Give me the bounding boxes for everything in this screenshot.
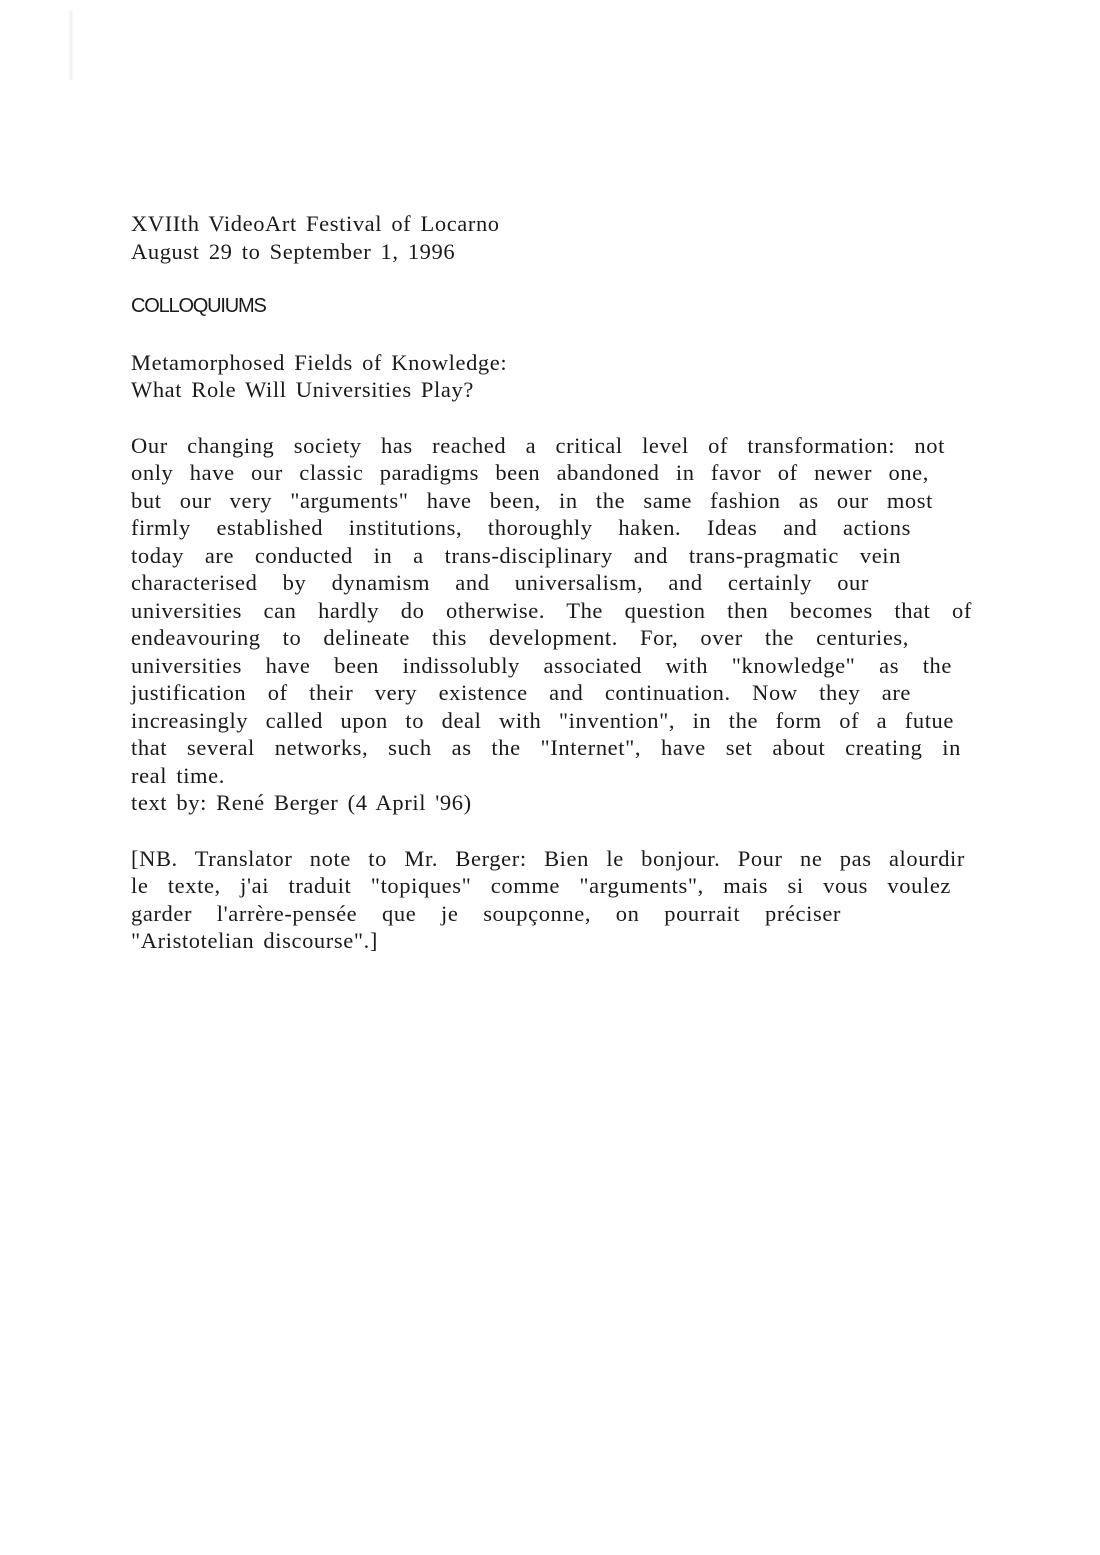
colloquium-title-line-1: Metamorphosed Fields of Knowledge: [131, 349, 508, 375]
body-line: endeavouring to delineate this development. For, over the centuries, [131, 625, 909, 650]
translator-note [131, 845, 981, 955]
spacer [131, 817, 981, 845]
body-line: increasingly called upon to deal with "invention", in the form of a futue [131, 707, 954, 733]
spacer [131, 404, 981, 432]
festival-dates: August 29 to September 1, 1996 [131, 238, 456, 264]
body-line: only have our classic paradigms been abandoned in favor of newer one, [131, 460, 929, 485]
note-line: [NB. Translator note to Mr. Berger: Bien le bonjour. Pour ne pas alourdir [131, 845, 965, 871]
body-line: firmly established institutions, thoroughly haken. Ideas and actions [131, 515, 911, 540]
spacer [131, 321, 981, 349]
note-line: garder l'arrère-pensée que je soupçonne, on pourrait préciser [131, 900, 841, 926]
body-line: that several networks, such as the "Internet", have set about creating in [131, 735, 961, 760]
body-line: real time. [131, 762, 225, 788]
body-line: justification of their very existence and continuation. Now they are [131, 680, 911, 705]
body-line: universities can hardly do otherwise. The question then becomes that of [131, 597, 972, 623]
note-line: "Aristotelian discourse".] [131, 928, 378, 953]
body-line: but our very "arguments" have been, in the same fashion as our most [131, 487, 933, 513]
body-line: universities have been indissolubly associated with "knowledge" as the [131, 652, 952, 678]
colloquium-title-line-2: What Role Will Universities Play? [131, 377, 474, 402]
note-line: le texte, j'ai traduit "topiques" comme "arguments", mais si vous voulez [131, 873, 951, 898]
festival-title: XVIIth VideoArt Festival of Locarno [131, 211, 500, 236]
body-line: characterised by dynamism and universalism, and certainly our [131, 570, 869, 595]
scan-artifact [68, 10, 74, 80]
body-paragraph [131, 432, 981, 790]
document-content [131, 210, 981, 955]
body-line: Our changing society has reached a critical level of transformation: not [131, 432, 945, 458]
spacer [131, 265, 981, 293]
section-heading: COLLOQUIUMS [131, 295, 266, 317]
body-line: today are conducted in a trans-disciplinary and trans-pragmatic vein [131, 542, 901, 568]
attribution: text by: René Berger (4 April '96) [131, 790, 472, 815]
